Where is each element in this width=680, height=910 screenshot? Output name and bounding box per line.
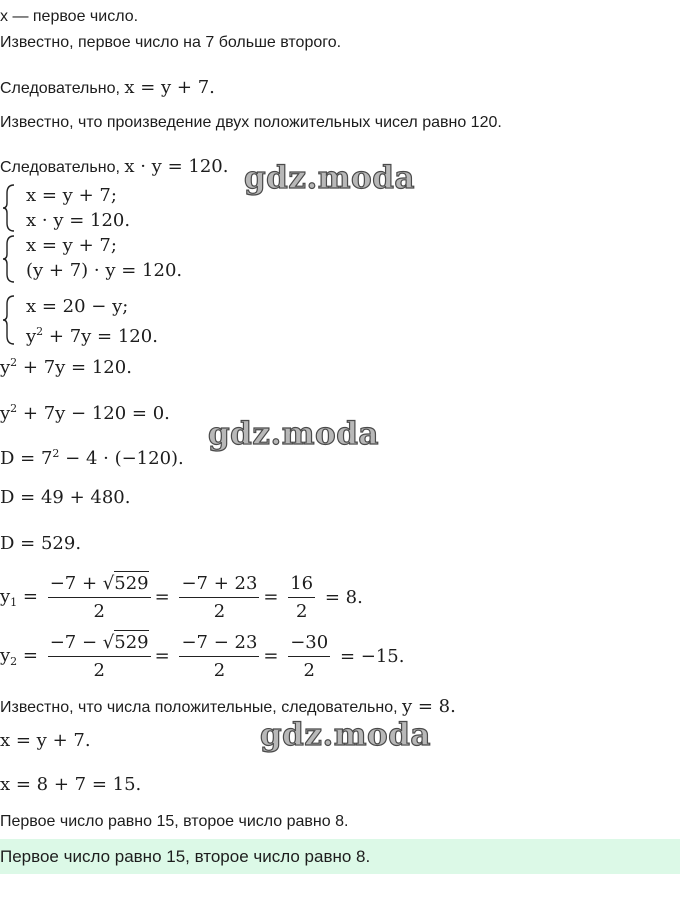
exponent: 2 xyxy=(10,356,18,369)
system-2-eq-2: (y + 7) · y = 120. xyxy=(26,260,183,281)
var: y xyxy=(0,357,11,378)
equation-1 xyxy=(0,352,132,379)
conclusion-line: Первое число равно 15, второе число равно 8. xyxy=(0,813,349,830)
watermark: gdz.moda xyxy=(260,717,431,753)
intro-line-2: Известно, первое число на 7 больше второго. xyxy=(0,34,342,51)
discriminant-1 xyxy=(0,443,184,470)
var: y xyxy=(26,326,37,347)
fraction xyxy=(288,573,315,622)
numerator: −7 + xyxy=(49,573,103,594)
numerator: −30 xyxy=(288,632,330,657)
system-3-eq-2 xyxy=(26,321,158,348)
root-y2: $y_2$ = $\frac{-7 - √529}{2}$ = $\frac{-7 - 23}{2}$ = $\frac{-30}{2}$ = −15. xyxy=(0,632,405,681)
subscript: 2 xyxy=(10,655,18,668)
system-brace xyxy=(2,183,16,233)
exponent: 2 xyxy=(52,447,60,460)
exponent: 2 xyxy=(36,325,44,338)
watermark: gdz.moda xyxy=(244,160,415,196)
numerator: −7 − xyxy=(49,632,103,653)
answer-text: Первое число равно 15, второе число равно 8. xyxy=(0,847,371,866)
consequence-math: x = y + 7. xyxy=(124,77,215,98)
system-2-eq-1: x = y + 7; xyxy=(26,235,117,256)
denominator: 2 xyxy=(93,660,105,681)
consequence-text: Следовательно, xyxy=(0,159,125,176)
system-1-eq-2: x · y = 120. xyxy=(26,210,131,231)
exponent: 2 xyxy=(10,402,18,415)
denominator: 2 xyxy=(93,601,105,622)
watermark: gdz.moda xyxy=(208,416,379,452)
positive-line xyxy=(0,697,456,718)
denominator: 2 xyxy=(213,660,226,681)
fraction xyxy=(288,632,330,681)
var: y xyxy=(0,403,11,424)
consequence-text: Следовательно, xyxy=(0,80,125,97)
fraction xyxy=(179,573,259,622)
expr: + 7y − 120 = 0. xyxy=(17,403,170,424)
system-brace xyxy=(2,294,16,346)
consequence-math: x · y = 120. xyxy=(124,156,229,177)
discriminant-2: D = 49 + 480. xyxy=(0,487,131,508)
fraction: $\frac{-7 - √529}{2}$ xyxy=(49,632,149,681)
numerator: 16 xyxy=(288,573,315,598)
var: y xyxy=(0,645,11,666)
expr: − 4 · (−120). xyxy=(59,448,184,469)
positive-text: Известно, что числа положительные, следовательно, xyxy=(0,699,402,716)
system-3-eq-1: x = 20 − y; xyxy=(26,296,129,317)
expr: + 7y = 120. xyxy=(17,357,132,378)
expr: D = 7 xyxy=(0,448,53,469)
consequence-line-2 xyxy=(0,157,228,178)
intro-line-1: x — первое число. xyxy=(0,8,139,25)
denominator: 2 xyxy=(295,601,308,622)
equation-2 xyxy=(0,398,170,425)
equation-x-2: x = 8 + 7 = 15. xyxy=(0,774,142,795)
product-line: Известно, что произведение двух положительных чисел равно 120. xyxy=(0,114,502,131)
positive-math: y = 8. xyxy=(401,696,456,717)
expr: + 7y = 120. xyxy=(43,326,158,347)
discriminant-3: D = 529. xyxy=(0,533,82,554)
result: = −15. xyxy=(339,646,405,667)
denominator: 2 xyxy=(213,601,226,622)
system-1-eq-1: x = y + 7; xyxy=(26,185,117,206)
radicand: 529 xyxy=(114,632,149,653)
numerator: −7 − 23 xyxy=(179,632,259,657)
result: = 8. xyxy=(324,587,363,608)
radicand: 529 xyxy=(114,573,149,594)
numerator: −7 + 23 xyxy=(179,573,259,598)
root-y1: $y_1$ = $\frac{-7 + √529}{2}$ = $\frac{-7 + 23}{2}$ = $\frac{16}{2}$ = 8. xyxy=(0,573,363,622)
equation-x-1: x = y + 7. xyxy=(0,730,91,751)
consequence-line-1 xyxy=(0,78,215,99)
var: y xyxy=(0,586,11,607)
subscript: 1 xyxy=(10,596,18,609)
denominator: 2 xyxy=(303,660,315,681)
fraction: $\frac{-7 + √529}{2}$ xyxy=(49,573,149,622)
system-brace xyxy=(2,234,16,284)
fraction xyxy=(179,632,259,681)
answer-box xyxy=(0,839,680,874)
